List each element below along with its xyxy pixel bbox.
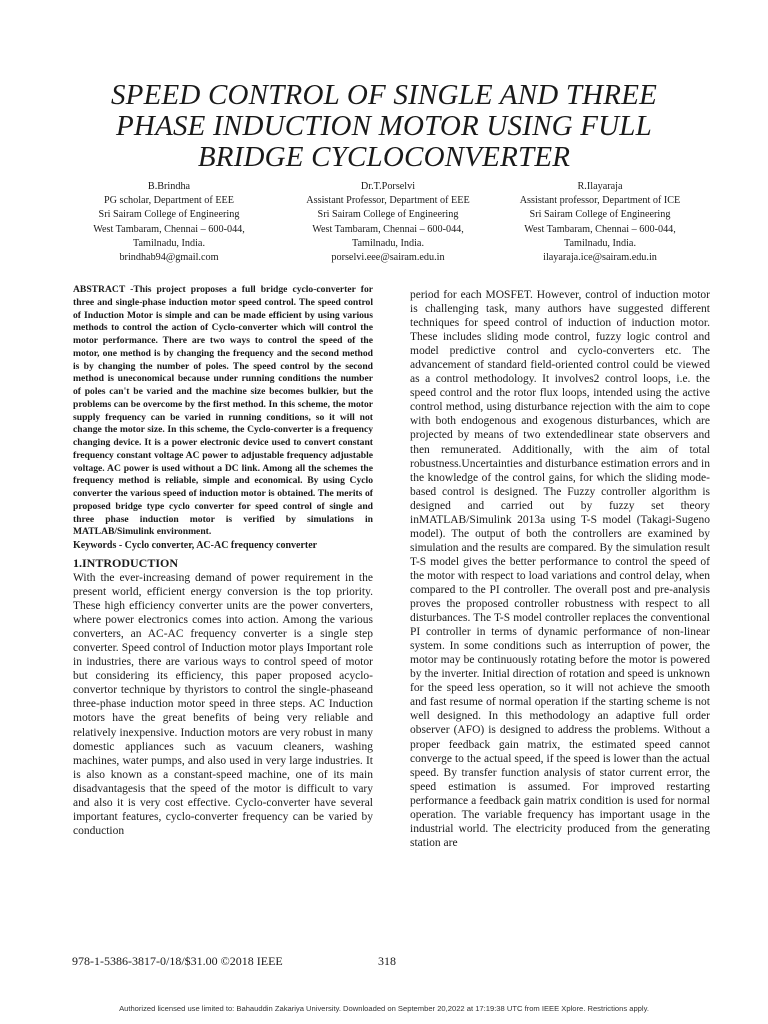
author-block-3 bbox=[485, 180, 715, 265]
author-college: Sri Sairam College of Engineering bbox=[529, 209, 671, 221]
left-column bbox=[73, 284, 373, 838]
section-heading-introduction: 1.INTRODUCTION bbox=[73, 556, 179, 570]
author-name: R.Ilayaraja bbox=[577, 181, 623, 192]
author-name: Dr.T.Porselvi bbox=[360, 181, 416, 192]
author-name: B.Brindha bbox=[147, 181, 191, 192]
author-role: Assistant professor, Department of ICE bbox=[519, 195, 681, 207]
author-college: Sri Sairam College of Engineering bbox=[317, 209, 459, 221]
right-column bbox=[410, 288, 710, 850]
license-notice: Authorized licensed use limited to: Bahauddin Zakariya University. Downloaded on September 20,2022 at 17:19:38 UTC from IEEE Xplore. Restrictions apply. bbox=[119, 1004, 649, 1013]
footer-isbn: 978-1-5386-3817-0/18/$31.00 ©2018 IEEE bbox=[72, 954, 283, 968]
author-block-1 bbox=[54, 180, 284, 265]
author-email: porselvi.eee@sairam.edu.in bbox=[331, 252, 445, 264]
author-email: ilayaraja.ice@sairam.edu.in bbox=[543, 252, 657, 264]
page-number: 318 bbox=[378, 954, 396, 968]
author-address: West Tambaram, Chennai – 600-044, bbox=[312, 223, 464, 235]
author-email: brindhab94@gmail.com bbox=[119, 252, 219, 264]
author-state: Tamilnadu, India. bbox=[564, 237, 636, 249]
paper-title bbox=[40, 80, 728, 173]
keywords: Keywords - Cyclo converter, AC-AC frequency converter bbox=[73, 540, 318, 551]
title-line-1: SPEED CONTROL OF SINGLE AND THREE bbox=[110, 79, 658, 111]
author-role: PG scholar, Department of EEE bbox=[103, 195, 234, 207]
author-state: Tamilnadu, India. bbox=[133, 237, 205, 249]
author-address: West Tambaram, Chennai – 600-044, bbox=[93, 223, 245, 235]
author-role: Assistant Professor, Department of EEE bbox=[306, 195, 470, 207]
introduction-text: With the ever-increasing demand of power requirement in the present world, efficient energy conversion is the top priority. These high efficiency converter units are the power converters, where power electronics comes into action. Among the various converters, an AC-AC frequency converter is a single step converter. Speed control of Induction motor plays Important role in industries, there are various ways to control speed of motor but considering its efficiency, this paper proposed acyclo-convertor technique by thyristors to control the single-phaseand three-phase induction motor speed in three steps. AC Induction motors have the great benefits of being very reliable and relatively inexpensive. Induction motors are very robust in many domestic appliances such as vacuum cleaners, washing machines, water pumps, and also used in very large industries. It is also known as a constant-speed machine, one of its main disadvantagesis that the speed of the motor is difficult to vary and also it is very cost effective. Cyclo-converter have several important features, cyclo-converter frequency can be varied by conduction bbox=[73, 572, 373, 837]
author-college: Sri Sairam College of Engineering bbox=[98, 209, 240, 221]
title-line-2: PHASE INDUCTION MOTOR USING FULL bbox=[116, 110, 652, 142]
title-line-3: BRIDGE CYCLOCONVERTER bbox=[197, 141, 571, 173]
abstract: ABSTRACT -This project proposes a full bridge cyclo-converter for three and single-phase induction motor speed control. The speed control of Induction Motor is simple and can be made efficient by using various methods to control the action of Cyclo-converter which will control the motor performance. There are two ways to control the speed of the motor, one method is by changing the frequency and the second method is by changing the number of poles. The speed control by the second method is uneconomical because under running conditions the number of poles can't be varied and the machine size becomes bulkier, but the problems can be overcome by the first method. In this scheme, the motor supply frequency can be varied in running conditions, so it will not change the motor size. In this scheme, the Cyclo-converter is a frequency changing device. It is a power electronic device used to convert constant frequency constant voltage AC power to adjustable frequency adjustable voltage. AC power is used without a DC link. Among all the schemes the frequency method is reliable, simple and economical. By using Cyclo converter the various speed of induction motor is obtained. The merits of proposed bridge type cyclo converter for speed control of single and three phase induction motor is verified by simulations in MATLAB/Simulink environment. bbox=[73, 284, 373, 538]
author-block-2 bbox=[273, 180, 503, 265]
right-column-text: period for each MOSFET. However, control of induction motor is challenging task, many authors have suggested different techniques for speed control of induction of induction motor. These includes sliding mode control, fuzzy logic control and model predictive control and cyclo-converters etc. The advancement of standard field-oriented control could be viewed as a control methodology. It involves2 control loops, i.e. the speed control and the rotor flux loops, intended using the active control method, using disturbance rejection with the aim to cope with both endogenous and exogenous disturbances, which are projected by means of two extendedlinear state observers and then remunerated. Additionally, with the aim of total robustness.Uncertainties and disturbance estimation errors and in the knowledge of the control gains, for which the sliding mode-based control is designed. The Fuzzy controller algorithm is designed and carried out by fuzzy set theory inMATLAB/Simulink 2013a using T-S model (Takagi-Sugeno model). The output of both the controllers are examined by simulation and the results are compared. By the simulation result T-S model gives the better performance to control the speed of the motor with respect to load variations and control delay, when compared to the PI controller. The overall post and pre-analysis proves the proposed controller robustness with respect to all disturbances. The T-S model controller replaces the conventional PI controller in terms of dynamic performance of non-linear system. In some conditions such as interruption of power, the motor may be continuously rotating before the motor is powered by the inverter. Initial direction of rotation and speed is unknown for the speed less operation, so it will not achieve the smooth and fast resume of normal operation if the starting scheme is not well designed. In this methodology an adaptive full order observer (AFO) is designed to address the problems. Without a proper feedback gain matrix, the estimated speed cannot converge to the actual speed, if the speed is lower than the actual speed. By transfer function analysis of stator current error, the speed estimation is assumed. For improved restarting performance a feedback gain matrix condition is used for normal operation. The variable frequency has important usage in the industrial world. The electricity produced from the generating station are bbox=[410, 289, 710, 849]
author-state: Tamilnadu, India. bbox=[352, 237, 424, 249]
author-address: West Tambaram, Chennai – 600-044, bbox=[524, 223, 676, 235]
